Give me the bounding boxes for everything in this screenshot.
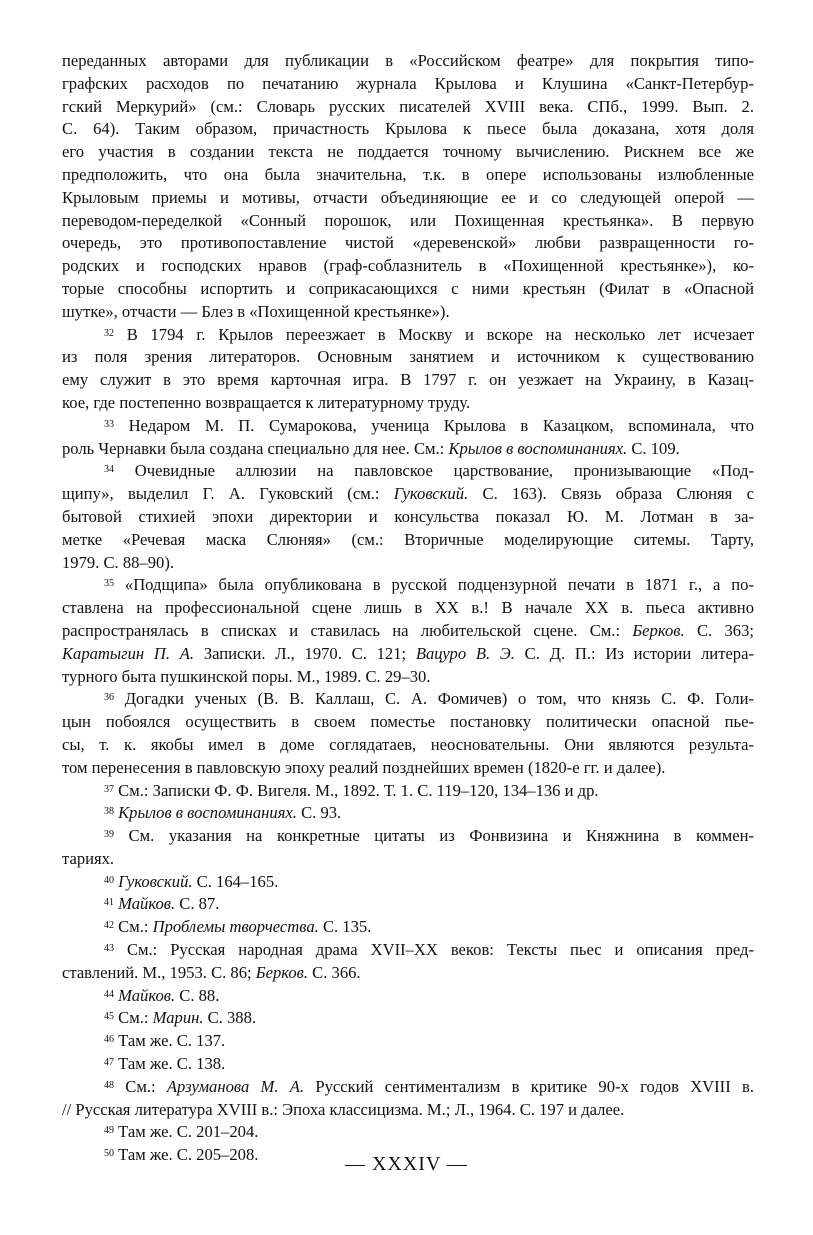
footnote-48-line [62, 1076, 754, 1099]
text-line [62, 506, 754, 529]
line-text: Записки. Л., 1970. С. 121; [194, 643, 416, 663]
line-text: ставлена на профессиональной сцене лишь в XX в.! В начале XX в. пьеса активно [62, 598, 754, 618]
text-line [62, 346, 754, 369]
italic-citation: Каратыгин П. А. [62, 643, 195, 663]
line-text: роль Чернавки была создана специально для нее. См.: [62, 438, 449, 458]
line-text: См.: [125, 1076, 167, 1096]
line-text-continued: С. Д. П.: Из истории литера- [514, 643, 754, 663]
footnote-34-line [62, 460, 754, 483]
line-text: переданных авторами для публикации в «Российском феатре» для покрытия типо- [62, 51, 754, 70]
line-text: С. 88. [175, 985, 220, 1005]
line-text: его участия в создании текста не поддается точному вычислению. Рискнем все же [62, 142, 754, 162]
footnote-number: 35 [104, 578, 114, 590]
footnote-number: 34 [104, 464, 114, 476]
line-text: шутке», отчасти — Блез в «Похищенной крестьянке»). [62, 301, 450, 321]
line-text: Догадки ученых (В. В. Каллаш, С. А. Фомичев) о том, что князь С. Ф. Голи- [124, 689, 754, 709]
line-text: Там же. С. 205–208. [118, 1145, 259, 1165]
text-line [62, 210, 754, 233]
footnote-49-line [62, 1121, 754, 1144]
italic-citation: Крылов в воспоминаниях. [448, 438, 628, 458]
line-text: В 1794 г. Крылов переезжает в Москву и вскоре на несколько лет исчезает [126, 324, 754, 344]
footnote-35-line [62, 574, 754, 597]
text-line [62, 301, 754, 324]
line-text: турного быта пушкинской поры. М., 1989. С. 29–30. [62, 666, 431, 686]
line-text: тариях. [62, 848, 115, 868]
text-line [62, 848, 754, 871]
line-text: сы, т. к. якобы имел в доме соглядатаев, неосновательны. Они являются результа- [62, 734, 754, 754]
document-body [62, 50, 754, 1167]
line-text: очередь, это противопоставление чистой «деревенской» любви развращенности го- [62, 233, 754, 253]
text-line [62, 96, 754, 119]
footnote-number: 50 [104, 1148, 114, 1160]
italic-citation: Гуковский. [118, 871, 193, 891]
italic-citation: Гуковский. [393, 484, 469, 504]
text-line [62, 620, 754, 643]
text-line [62, 438, 754, 461]
footnote-number: 32 [104, 327, 114, 339]
footnote-number: 47 [104, 1057, 114, 1069]
text-line [62, 278, 754, 301]
footnote-47-line [62, 1053, 754, 1076]
text-line [62, 483, 754, 506]
line-text: См. указания на конкретные цитаты из Фонвизина и Княжнина в коммен- [128, 826, 755, 846]
footnote-number: 33 [104, 418, 114, 430]
text-line [62, 392, 754, 415]
line-text: Там же. С. 138. [118, 1054, 226, 1074]
line-text: из поля зрения литераторов. Основным занятием и источником к существованию [62, 347, 754, 367]
line-text: С. 87. [175, 894, 220, 914]
text-line [62, 962, 754, 985]
footnote-number: 45 [104, 1011, 114, 1023]
line-text: Там же. С. 137. [118, 1031, 226, 1051]
footnote-42-line [62, 916, 754, 939]
line-text: графских расходов по печатанию журнала Крылова и Клушина «Санкт-Петербур- [62, 73, 754, 93]
line-text: цын побоялся осуществить в своем поместье постановку политически опасной пье- [62, 712, 754, 732]
line-text: ставлений. М., 1953. С. 86; [62, 962, 256, 982]
footnote-45-line [62, 1007, 754, 1030]
footnote-33-line [62, 415, 754, 438]
line-text-continued: С. 163). Связь образа Слюняя с [468, 484, 754, 504]
italic-citation: Берков. [255, 962, 309, 982]
text-line [62, 597, 754, 620]
footnote-number: 46 [104, 1034, 114, 1046]
footnote-number: 37 [104, 783, 114, 795]
line-text-continued: С. 366. [308, 962, 361, 982]
italic-citation: Вацуро В. Э. [415, 643, 515, 663]
line-text: бытовой стихией эпохи директории и консульства показал Ю. М. Лотман в за- [62, 506, 754, 526]
footnote-number: 43 [104, 943, 114, 955]
italic-citation: Майков. [118, 894, 176, 914]
text-line [62, 118, 754, 141]
line-text: С. 93. [296, 803, 342, 823]
line-text: См.: [118, 917, 153, 937]
text-line [62, 643, 754, 666]
line-text: Крыловым приемы и мотивы, отчасти объединяющие ее и со следующей оперой — [62, 187, 754, 207]
footnote-number: 44 [104, 988, 114, 1000]
text-line [62, 232, 754, 255]
italic-citation: Проблемы творчества. [152, 917, 319, 937]
footnote-number: 48 [104, 1079, 114, 1091]
line-text-continued: С. 363; [684, 620, 754, 640]
line-text: Очевидные аллюзии на павловское царствование, пронизывающие «Под- [134, 461, 754, 481]
line-text: родских и господских нравов (граф-соблазнитель в «Похищенной крестьянке»), ко- [62, 256, 754, 276]
italic-citation: Арзуманова М. А. [166, 1076, 305, 1096]
footnote-number: 36 [104, 692, 114, 704]
line-text: метке «Речевая маска Слюняя» (см.: Вторичные моделирующие ситемы. Тарту, [62, 529, 754, 549]
line-text: распространялась в списках и ставилась на любительской сцене. См.: [62, 620, 633, 640]
italic-citation: Марин. [152, 1008, 204, 1028]
footnote-38-line [62, 802, 754, 825]
footnote-number: 39 [104, 829, 114, 841]
line-text: том перенесения в павловскую эпоху реалий позднейших времен (1820-е гг. и далее). [62, 757, 666, 777]
footnote-32-line [62, 324, 754, 347]
footnote-number: 40 [104, 874, 114, 886]
footnote-39-line [62, 825, 754, 848]
italic-citation: Майков. [118, 985, 176, 1005]
text-line [62, 141, 754, 164]
footnote-46-line [62, 1030, 754, 1053]
line-text: // Русская литература XVIII в.: Эпоха классицизма. М.; Л., 1964. С. 197 и далее. [62, 1099, 625, 1119]
line-text-continued: Русский сентиментализм в критике 90-х годов XVIII в. [304, 1076, 755, 1096]
line-text: См.: Русская народная драма XVII–XX веков: Тексты пьес и описания пред- [126, 940, 754, 960]
text-line [62, 711, 754, 734]
text-line [62, 255, 754, 278]
italic-citation: Берков. [632, 620, 685, 640]
line-text: См.: Записки Ф. Ф. Вигеля. М., 1892. Т. 1. С. 119–120, 134–136 и др. [118, 780, 599, 800]
text-line [62, 1099, 754, 1122]
line-text: 1979. С. 88–90). [62, 552, 175, 572]
line-text: ему служит в это время карточная игра. В 1797 г. он уезжает на Украину, в Казац- [62, 370, 754, 390]
text-line [62, 369, 754, 392]
text-line [62, 552, 754, 575]
footnote-number: 42 [104, 920, 114, 932]
footnote-number: 49 [104, 1125, 114, 1137]
footnote-41-line [62, 893, 754, 916]
line-text: С. 164–165. [192, 871, 279, 891]
line-text-continued: С. 388. [203, 1008, 257, 1028]
text-line [62, 187, 754, 210]
footnote-number: 41 [104, 897, 114, 909]
line-text: гский Меркурий» (см.: Словарь русских писателей XVIII века. СПб., 1999. Вып. 2. [62, 96, 754, 116]
line-text: торые способны испортить и соприкасающихся с ними крестьян (Филат в «Опасной [62, 278, 754, 298]
line-text: Недаром М. П. Сумарокова, ученица Крылова в Казацком, вспоминала, что [128, 415, 754, 435]
footnote-36-line [62, 688, 754, 711]
line-text: Там же. С. 201–204. [118, 1122, 259, 1142]
line-text-continued: С. 109. [627, 438, 680, 458]
line-text: щипу», выделил Г. А. Гуковский (см.: [62, 484, 394, 504]
line-text: переводом-переделкой «Сонный порошок, или Похищенная крестьянка». В первую [62, 210, 754, 230]
text-line [62, 734, 754, 757]
footnote-43-line [62, 939, 754, 962]
line-text: См.: [118, 1008, 153, 1028]
line-text: «Подщипа» была опубликована в русской подцензурной печати в 1871 г., а по- [124, 575, 754, 595]
line-text: С. 64). Таким образом, причастность Крылова к пьесе была доказана, хотя доля [62, 119, 754, 139]
text-line [62, 73, 754, 96]
line-text: кое, где постепенно возвращается к литературному труду. [62, 392, 471, 412]
footnote-number: 38 [104, 806, 114, 818]
text-line [62, 50, 754, 73]
page-number: — XXXIV — [344, 1153, 469, 1175]
italic-citation: Крылов в воспоминаниях. [118, 803, 297, 823]
line-text: предположить, что она была значительна, т.к. в опере использованы излюбленные [62, 164, 754, 184]
text-line [62, 164, 754, 187]
text-line [62, 666, 754, 689]
footnote-40-line [62, 871, 754, 894]
line-text-continued: С. 135. [318, 917, 372, 937]
text-line [62, 757, 754, 780]
footnote-37-line [62, 780, 754, 803]
text-line [62, 529, 754, 552]
footnote-44-line [62, 985, 754, 1008]
